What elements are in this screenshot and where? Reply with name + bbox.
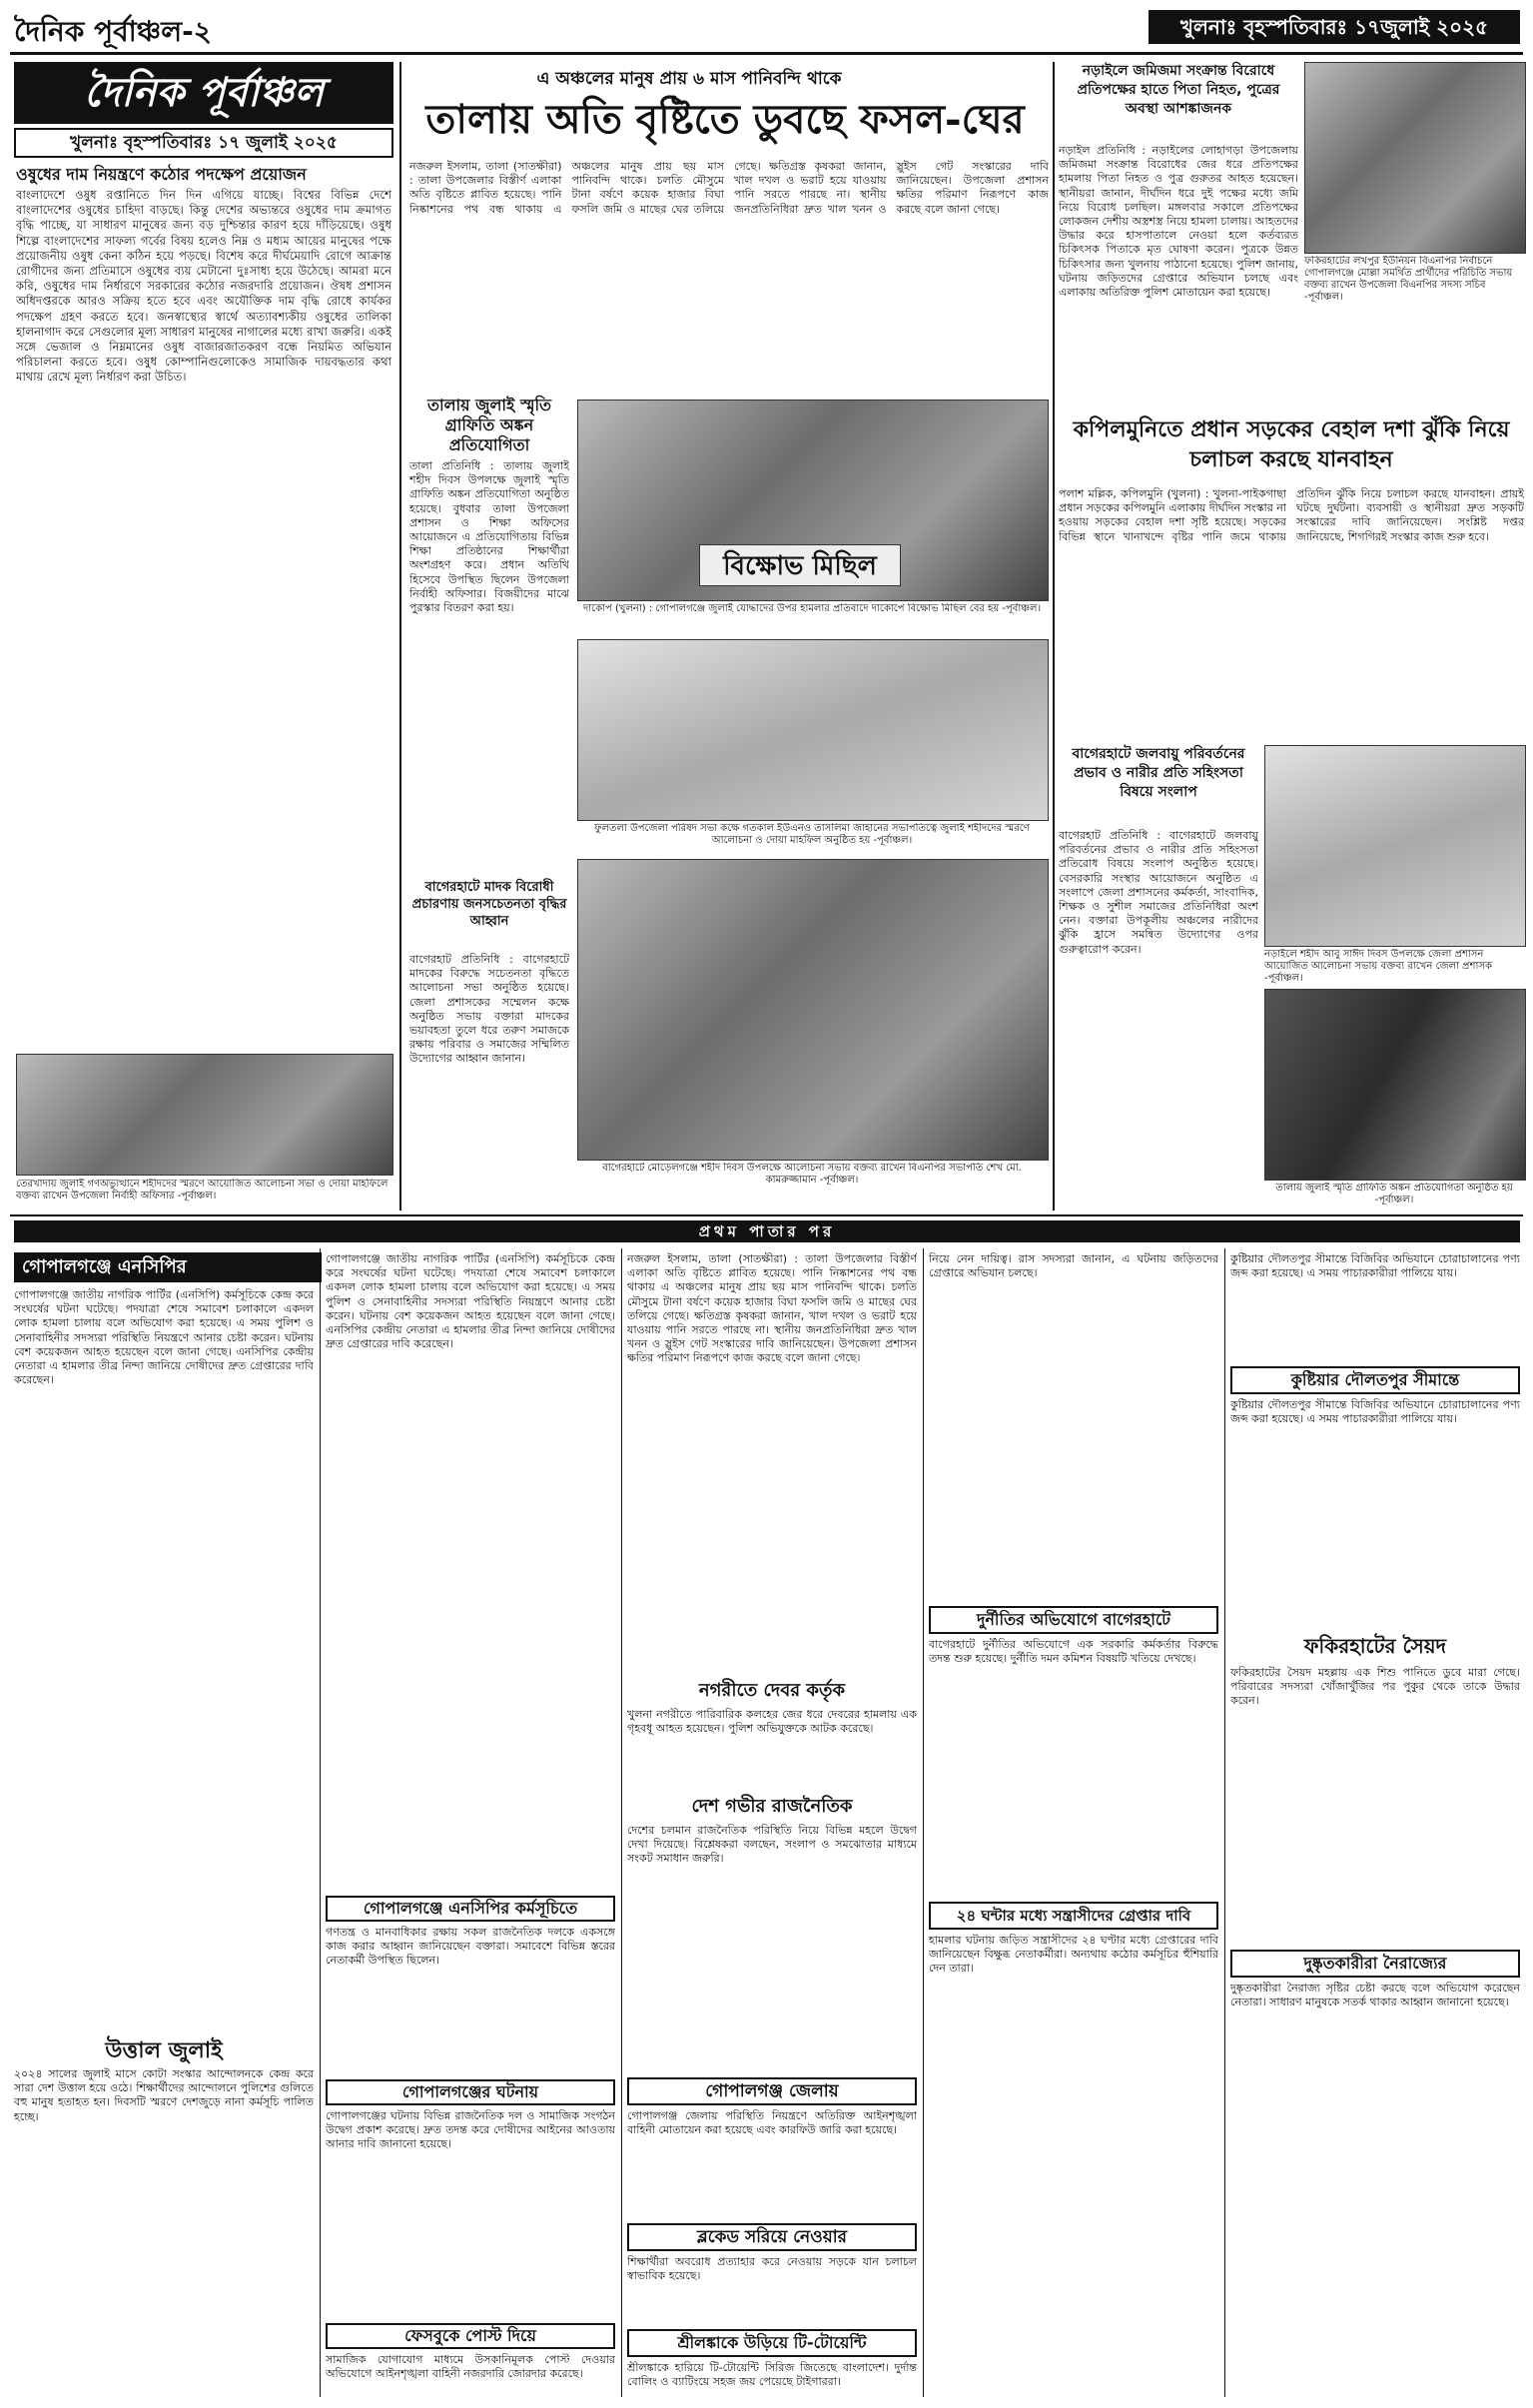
col3-body-top: নজরুল ইসলাম, তালা (সাতক্ষীরা) : তালা উপজেলার বিস্তীর্ণ এলাকা অতি বৃষ্টিতে প্লাবিত হয়েছে। পানি নিষ্কাশনের পথ বন্ধ থাকায় এ অঞ্চলের মানুষ প্রায় ছয় মাস পানিবন্দি থাকে। চলতি মৌসুমে টানা বর্ষণে কয়েক হাজার বিঘা ফসলি জমি ও মাছের ঘের তলিয়ে গেছে। ক্ষতিগ্রস্ত কৃষকরা জানান, খাল দখল ও ভরাট হয়ে যাওয়ায় পানি সরতে পারছে না। স্থানীয় জনপ্রতিনিধিরা দ্রুত খাল খনন ও স্লুইস গেট সংস্কারের দাবি জানিয়েছেন। উপজেলা প্রশাসন ক্ষতির পরিমাণ নিরূপণে কাজ করছে বলে জানা গেছে।: [627, 1252, 917, 1365]
col-divider-2: [1053, 62, 1055, 1210]
graffiti-title: তালায় জুলাই স্মৃতি গ্রাফিতি অঙ্কন প্রতিযোগিতা: [426, 396, 552, 454]
miscreants-subhead: দুষ্কৃতকারীরা নৈরাজ্যের: [1230, 1950, 1520, 1978]
women-body: বাগেরহাট প্রতিনিধি : বাগেরহাটে জলবায়ু পরিবর্তনের প্রভাব ও নারীর প্রতি সহিংসতা প্রতিরোধ বিষয়ে সংলাপ অনুষ্ঠিত হয়েছে। বেসরকারি সংস্থার আয়োজনে অনুষ্ঠিত এ সংলাপে জেলা প্রশাসনের কর্মকর্তা, সাংবাদিক, শিক্ষক ও সুশীল সমাজের প্রতিনিধিরা অংশ নেন। বক্তারা উপকূলীয় অঞ্চলের নারীদের ঝুঁকি হ্রাসে সমন্বিত উদ্যোগের ওপর গুরুত্বারোপ করেন।: [1059, 829, 1258, 956]
fakirhat-subhead: ফকিরহাটের সৈয়দ: [1303, 1634, 1447, 1658]
fakirhat-body: ফকিরহাটের সৈয়দ মহল্লায় এক শিশু পানিতে ডুবে মারা গেছে। পরিবারের সদস্যরা খোঁজাখুঁজির পর পুকুর থেকে তাকে উদ্ধার করেন।: [1230, 1666, 1520, 1708]
drugs-body: বাগেরহাট প্রতিনিধি : বাগেরহাটে মাদকের বিরুদ্ধে সচেতনতা বৃদ্ধিতে আলোচনা সভা অনুষ্ঠিত হয়েছে। জেলা প্রশাসকের সম্মেলন কক্ষে অনুষ্ঠিত সভায় বক্তারা মাদকের ভয়াবহতা তুলে ধরে তরুণ সমাজকে রক্ষায় পরিবার ও সমাজের সম্মিলিত উদ্যোগের আহ্বান জানান।: [409, 953, 569, 1066]
col-divider-1: [399, 62, 401, 1210]
gopalganj-district-subhead: গোপালগঞ্জ জেলায়: [627, 2077, 917, 2105]
miscreants-body: দুষ্কৃতকারীরা নৈরাজ্য সৃষ্টির চেষ্টা করছে বলে অভিযোগ করেছেন নেতারা। সাধারণ মানুষকে সতর্ক থাকার আহ্বান জানানো হয়েছে।: [1230, 1982, 1520, 2009]
graffiti-photo-caption: তালায় জুলাই স্মৃতি গ্রাফিতি অঙ্কন প্রতিযোগিতা অনুষ্ঠিত হয় -পূর্বাঞ্চল।: [1275, 1183, 1513, 1205]
header-rule: [10, 52, 1523, 55]
cricket-body: শ্রীলঙ্কাকে হারিয়ে টি-টোয়েন্টি সিরিজ জিতেছে বাংলাদেশ। দুর্দান্ত বোলিং ও ব্যাটিংয়ে সহজ জয় পেয়েছে টাইগাররা।: [627, 2361, 917, 2389]
cricket-subhead: শ্রীলঙ্কাকে উড়িয়ে টি-টোয়েন্টি: [627, 2329, 917, 2357]
editorial-title: ওষুধের দাম নিয়ন্ত্রণে কঠোর পদক্ষেপ প্রয়োজন: [16, 165, 307, 184]
meeting-photo: [16, 1054, 393, 1176]
ncp-programme-body: গণতন্ত্র ও মানবাধিকার রক্ষায় সকল রাজনৈতিক দলকে একসঙ্গে কাজ করার আহ্বান জানিয়েছেন বক্তারা। সমাবেশে বিভিন্ন স্তরের নেতাকর্মী উপস্থিত ছিলেন।: [326, 1926, 615, 1968]
col4-body-top: নিয়ে নেন দায়িত্ব। রাস সদস্যরা জানান, এ ঘটনায় জড়িতদের গ্রেপ্তারে অভিযান চলছে।: [929, 1252, 1218, 1280]
top-date-box: খুলনাঃ বৃহস্পতিবারঃ ১৭জুলাই ২০২৫: [1149, 10, 1520, 44]
women-title: বাগেরহাটে জলবায়ু পরিবর্তনের প্রভাব ও নারীর প্রতি সহিংসতা বিষয়ে সংলাপ: [1072, 746, 1245, 800]
kushtia-body: কুষ্টিয়ার দৌলতপুর সীমান্তে বিজিবির অভিযানে চোরাচালানের পণ্য জব্দ করা হয়েছে। এ সময় পাচারকারীরা পালিয়ে যায়।: [1230, 1398, 1520, 1426]
debor-subhead: নগরীতে দেবর কর্তৃক: [698, 1680, 846, 1701]
july-subhead: উত্তাল জুলাই: [105, 2038, 223, 2063]
narail-title: নড়াইলে জমিজমা সংক্রান্ত বিরোধে প্রতিপক্ষের হাতে পিতা নিহত, পুত্রের অবস্থা আশঙ্কাজনক: [1077, 63, 1280, 117]
kushtia-subhead: কুষ্টিয়ার দৌলতপুর সীমান্তে: [1230, 1366, 1520, 1394]
gopalganj-ncp-body: গোপালগঞ্জে জাতীয় নাগরিক পার্টির (এনসিপি) কর্মসূচিকে কেন্দ্র করে সংঘর্ষের ঘটনা ঘটেছে। পদযাত্রা শেষে সমাবেশ চলাকালে একদল লোক হামলা চালায় বলে অভিযোগ করা হয়েছে। এ সময় পুলিশ ও সেনাবাহিনীর সদস্যরা পরিস্থিতি নিয়ন্ত্রণে আনার চেষ্টা করেন। ঘটনায় বেশ কয়েকজন আহত হয়েছেন বলে জানা গেছে। এনসিপির কেন্দ্রীয় নেতারা এ হামলার তীব্র নিন্দা জানিয়ে দোষীদের দ্রুত গ্রেপ্তারের দাবি করেছেন।: [14, 1288, 314, 1387]
continued-banner: প্রথম পাতার পর: [14, 1220, 1520, 1242]
gopalganj-incident-body: গোপালগঞ্জের ঘটনায় বিভিন্ন রাজনৈতিক দল ও সামাজিক সংগঠন উদ্বেগ প্রকাশ করেছে। দ্রুত তদন্ত করে দোষীদের আইনের আওতায় আনার দাবি জানানো হয়েছে।: [326, 2109, 615, 2151]
ncp-programme-subhead: গোপালগঞ্জে এনসিপির কর্মসূচিতে: [326, 1896, 615, 1922]
gopalganj-incident-subhead: গোপালগঞ্জের ঘটনায়: [326, 2079, 615, 2105]
gopalganj-ncp-title: গোপালগঞ্জে এনসিপির: [14, 1252, 322, 1282]
protest-photo-caption: দাকোপ (খুলনা) : গোপালগঞ্জে জুলাই যোদ্ধাদের উপর হামলার প্রতিবাদে দাকোপে বিক্ষোভ মিছিল বের হয় -পূর্বাঞ্চল।: [582, 603, 1042, 614]
bnp-meeting-photo: [1304, 62, 1526, 254]
july-body: ২০২৪ সালের জুলাই মাসে কোটা সংস্কার আন্দোলনকে কেন্দ্র করে সারা দেশ উত্তাল হয়ে ওঠে। শিক্ষার্থীদের আন্দোলনে পুলিশের গুলিতে বহু মানুষ হতাহত হন। দিবসটি স্মরণে দেশজুড়ে নানা কর্মসূচি পালিত হচ্ছে।: [14, 2067, 314, 2123]
narail-meeting-caption: নড়াইলে শহীদ আবু সাঈদ দিবস উপলক্ষে জেলা প্রশাসন আয়োজিত আলোচনা সভায় বক্তব্য রাখেন জেলা প্রশাসক -পূর্বাঞ্চল।: [1264, 949, 1492, 984]
narail-meeting-photo: [1264, 745, 1526, 947]
conference-photo-caption: ফুলতলা উপজেলা পরিষদ সভা কক্ষে গতকাল ইউএনও তাসলিমা জাহানের সভাপতিত্বে জুলাই শহীদদের স্মরণে আলোচনা ও দোয়া মাহফিল অনুষ্ঠিত হয় -পূর্বাঞ্চল।: [594, 823, 1030, 846]
flood-title: তালায় অতি বৃষ্টিতে ডুবছে ফসল-ঘের: [425, 96, 1025, 143]
facebook-body: সামাজিক যোগাযোগ মাধ্যমে উসকানিমূলক পোস্ট দেওয়ার অভিযোগে আইনশৃঙ্খলা বাহিনী নজরদারি জোরদার করেছে।: [326, 2353, 615, 2381]
editorial-body: বাংলাদেশে ওষুধ রপ্তানিতে দিন দিন এগিয়ে যাচ্ছে। বিশ্বের বিভিন্ন দেশে বাংলাদেশের ওষুধের চাহিদা বাড়ছে। কিন্তু দেশের অভ্যন্তরে ওষুধের দাম ক্রমাগত বৃদ্ধি পাচ্ছে, যা সাধারণ মানুষের জন্য বড় দুশ্চিন্তার কারণ হয়ে দাঁড়িয়েছে। ওষুধ শিল্পে বাংলাদেশের সাফল্য গর্বের বিষয় হলেও নিম্ন ও মধ্যম আয়ের মানুষের পক্ষে প্রয়োজনীয় ওষুধ কেনা কঠিন হয়ে পড়ছে। বিশেষ করে দীর্ঘমেয়াদি রোগে আক্রান্ত রোগীদের জন্য প্রতিমাসে ওষুধের ব্যয় মেটানো দুঃসাধ্য হয়ে উঠেছে। আমরা মনে করি, ওষুধের দাম নির্ধারণে সরকারের কঠোর নজরদারি প্রয়োজন। ঔষধ প্রশাসন অধিদপ্তরকে আরও সক্রিয় হতে হবে এবং অযৌক্তিক দাম বৃদ্ধি রোধে কার্যকর পদক্ষেপ গ্রহণ করতে হবে। জনস্বাস্থ্যের স্বার্থে অত্যাবশ্যকীয় ওষুধের তালিকা হালনাগাদ করে সেগুলোর মূল্য সাধারণ মানুষের নাগালের মধ্যে রাখা জরুরি। একই সঙ্গে ভেজাল ও নিম্নমানের ওষুধ বাজারজাতকরণ বন্ধে নিয়মিত অভিযান পরিচালনা করতে হবে। ওষুধ কোম্পানিগুলোকেও সামাজিক দায়বদ্ধতার কথা মাথায় রেখে মূল্য নির্ধারণ করা উচিত।: [16, 188, 391, 385]
corruption-subhead: দুর্নীতির অভিযোগে বাগেরহাটে: [929, 1606, 1218, 1634]
flood-kicker: এ অঞ্চলের মানুষ প্রায় ৬ মাস পানিবন্দি থাকে: [536, 69, 842, 89]
flood-body: নজরুল ইসলাম, তালা (সাতক্ষীরা) : তালা উপজেলার বিস্তীর্ণ এলাকা অতি বৃষ্টিতে প্লাবিত হয়েছে। পানি নিষ্কাশনের পথ বন্ধ থাকায় এ অঞ্চলের মানুষ প্রায় ছয় মাস পানিবন্দি থাকে। চলতি মৌসুমে টানা বর্ষণে কয়েক হাজার বিঘা ফসলি জমি ও মাছের ঘের তলিয়ে গেছে। ক্ষতিগ্রস্ত কৃষকরা জানান, খাল দখল ও ভরাট হয়ে যাওয়ায় পানি সরতে পারছে না। স্থানীয় জনপ্রতিনিধিরা দ্রুত খাল খনন ও স্লুইস গেট সংস্কারের দাবি জানিয়েছেন। উপজেলা প্রশাসন ক্ষতির পরিমাণ নিরূপণে কাজ করছে বলে জানা গেছে।: [409, 160, 1049, 216]
politics-body: দেশের চলমান রাজনৈতিক পরিস্থিতি নিয়ে বিভিন্ন মহলে উদ্বেগ দেখা দিয়েছে। বিশ্লেষকরা বলছেন, সংলাপ ও সমঝোতার মাধ্যমে সংকট সমাধান জরুরি।: [627, 1824, 917, 1866]
kapilmuni-title: কপিলমুনিতে প্রধান সড়কের বেহাল দশা ঝুঁকি নিয়ে চলাচল করছে যানবাহন: [1073, 417, 1510, 472]
drugs-title: বাগেরহাটে মাদক বিরোধী প্রচারণায় জনসচেতনতা বৃদ্ধির আহ্বান: [411, 880, 567, 929]
arrest-demand-body: হামলার ঘটনায় জড়িত সন্ত্রাসীদের ২৪ ঘণ্টার মধ্যে গ্রেপ্তারের দাবি জানিয়েছেন বিক্ষুব্ধ নেতাকর্মীরা। অন্যথায় কঠোর কর্মসূচির হুঁশিয়ারি দেন তারা।: [929, 1934, 1218, 1976]
section-rule: [10, 1214, 1523, 1216]
bnp-meeting-caption: ফকিরহাটের লখপুর ইউনিয়ন বিএনপির নির্বাচনে গোপালগঞ্জে মোল্লা সমর্থিত প্রার্থীদের পরিচিতি সভায় বক্তব্য রাখেন উপজেলা বিএনপির সদস্য সচিব -পূর্বাঞ্চল।: [1304, 256, 1513, 303]
blockade-subhead: ব্লকেড সরিয়ে নেওয়ার: [627, 2223, 917, 2251]
arrest-demand-subhead: ২৪ ঘন্টার মধ্যে সন্ত্রাসীদের গ্রেপ্তার দাবি: [929, 1902, 1218, 1930]
bottom-col-divider-2: [621, 1248, 622, 2397]
seminar-photo-caption: বাগেরহাটে মোড়েলগঞ্জে শহীদ দিবস উপলক্ষে আলোচনা সভায় বক্তব্য রাখেন বিএনপির সভাপতি শেখ মো. কামরুজ্জামান -পূর্বাঞ্চল।: [602, 1163, 1022, 1186]
gopalganj-district-body: গোপালগঞ্জ জেলায় পরিস্থিতি নিয়ন্ত্রণে অতিরিক্ত আইনশৃঙ্খলা বাহিনী মোতায়েন করা হয়েছে এবং কারফিউ জারি করা হয়েছে।: [627, 2109, 917, 2137]
col2-body-top: গোপালগঞ্জে জাতীয় নাগরিক পার্টির (এনসিপি) কর্মসূচিকে কেন্দ্র করে সংঘর্ষের ঘটনা ঘটেছে। পদযাত্রা শেষে সমাবেশ চলাকালে একদল লোক হামলা চালায় বলে অভিযোগ করা হয়েছে। এ সময় পুলিশ ও সেনাবাহিনীর সদস্যরা পরিস্থিতি নিয়ন্ত্রণে আনার চেষ্টা করেন। ঘটনায় বেশ কয়েকজন আহত হয়েছেন বলে জানা গেছে। এনসিপির কেন্দ্রীয় নেতারা এ হামলার তীব্র নিন্দা জানিয়ে দোষীদের দ্রুত গ্রেপ্তারের দাবি করেছেন।: [326, 1252, 615, 1351]
corruption-body: বাগেরহাটে দুর্নীতির অভিযোগে এক সরকারি কর্মকর্তার বিরুদ্ধে তদন্ত শুরু হয়েছে। দুর্নীতি দমন কমিশন বিষয়টি খতিয়ে দেখছে।: [929, 1638, 1218, 1666]
kapilmuni-body: পলাশ মল্লিক, কপিলমুনি (খুলনা) : খুলনা-পাইকগাছা প্রধান সড়কের কপিলমুনি এলাকায় দীর্ঘদিন সংস্কার না হওয়ায় সড়কের বেহাল দশা সৃষ্টি হয়েছে। সড়কের বিভিন্ন স্থানে খানাখন্দে বৃষ্টির পানি জমে থাকায় প্রতিদিন ঝুঁকি নিয়ে চলাচল করছে যানবাহন। প্রায়ই ঘটছে দুর্ঘটনা। ব্যবসায়ী ও স্থানীয়রা দ্রুত সড়কটি সংস্কারের দাবি জানিয়েছেন। সংশ্লিষ্ট দপ্তর জানিয়েছে, শিগগিরই সংস্কার কাজ শুরু হবে।: [1059, 487, 1524, 543]
seminar-photo: [577, 859, 1049, 1161]
page-label: দৈনিক পূর্বাঞ্চল-২: [14, 15, 212, 48]
meeting-photo-caption: তেরখাদায় জুলাই গণঅভ্যুত্থানে শহীদদের স্মরণে আয়োজিত আলোচনা সভা ও দোয়া মাহফিলে বক্তব্য রাখেন উপজেলা নির্বাহী অফিসার -পূর্বাঞ্চল।: [16, 1179, 388, 1202]
graffiti-body: তালা প্রতিনিধি : তালায় জুলাই শহীদ দিবস উপলক্ষে জুলাই স্মৃতি গ্রাফিতি অঙ্কন প্রতিযোগিতা অনুষ্ঠিত হয়েছে। বুধবার তালা উপজেলা প্রশাসন ও শিক্ষা অফিসের আয়োজনে এ প্রতিযোগিতায় বিভিন্ন শিক্ষা প্রতিষ্ঠানের শিক্ষার্থীরা অংশগ্রহণ করে। প্রধান অতিথি হিসেবে উপস্থিত ছিলেন উপজেলা নির্বাহী অফিসার। বিজয়ীদের মাঝে পুরস্কার বিতরণ করা হয়।: [409, 459, 569, 615]
bottom-col-divider-4: [1224, 1248, 1225, 2397]
bottom-col-divider-1: [320, 1248, 321, 2397]
col5-body-top: কুষ্টিয়ার দৌলতপুর সীমান্তে বিজিবির অভিযানে চোরাচালানের পণ্য জব্দ করা হয়েছে। এ সময় পাচারকারীরা পালিয়ে যায়।: [1230, 1252, 1520, 1280]
debor-body: খুলনা নগরীতে পারিবারিক কলহের জের ধরে দেবরের হামলায় এক গৃহবধূ আহত হয়েছেন। পুলিশ অভিযুক্তকে আটক করেছে।: [627, 1708, 917, 1736]
graffiti-photo: [1264, 989, 1526, 1181]
masthead: দৈনিক পূর্বাঞ্চল: [14, 62, 393, 124]
bottom-col-divider-3: [923, 1248, 924, 2397]
facebook-subhead: ফেসবুকে পোস্ট দিয়ে: [326, 2323, 615, 2349]
conference-photo: [577, 639, 1049, 821]
politics-subhead: দেশ গভীর রাজনৈতিক: [691, 1796, 853, 1817]
protest-banner-text: বিক্ষোভ মিছিল: [699, 544, 901, 586]
blockade-body: শিক্ষার্থীরা অবরোধ প্রত্যাহার করে নেওয়ায় সড়কে যান চলাচল স্বাভাবিক হয়েছে।: [627, 2255, 917, 2283]
masthead-date: খুলনাঃ বৃহস্পতিবারঃ ১৭ জুলাই ২০২৫: [14, 128, 393, 158]
narail-body: নড়াইল প্রতিনিধি : নড়াইলের লোহাগড়া উপজেলায় জমিজমা সংক্রান্ত বিরোধের জের ধরে প্রতিপক্ষের হামলায় পিতা নিহত ও পুত্র গুরুতর আহত হয়েছেন। স্থানীয়রা জানান, দীর্ঘদিন ধরে দুই পক্ষের মধ্যে জমি নিয়ে বিরোধ চলছিল। মঙ্গলবার সকালে প্রতিপক্ষের লোকজন দেশীয় অস্ত্রশস্ত্র নিয়ে হামলা চালায়। আহতদের উদ্ধার করে হাসপাতালে নেওয়া হলে কর্তব্যরত চিকিৎসক পিতাকে মৃত ঘোষণা করেন। পুত্রকে উন্নত চিকিৎসার জন্য খুলনায় পাঠানো হয়েছে। পুলিশ জানায়, ঘটনায় জড়িতদের গ্রেপ্তারে অভিযান চলছে এবং এলাকায় অতিরিক্ত পুলিশ মোতায়েন করা হয়েছে।: [1059, 144, 1298, 300]
